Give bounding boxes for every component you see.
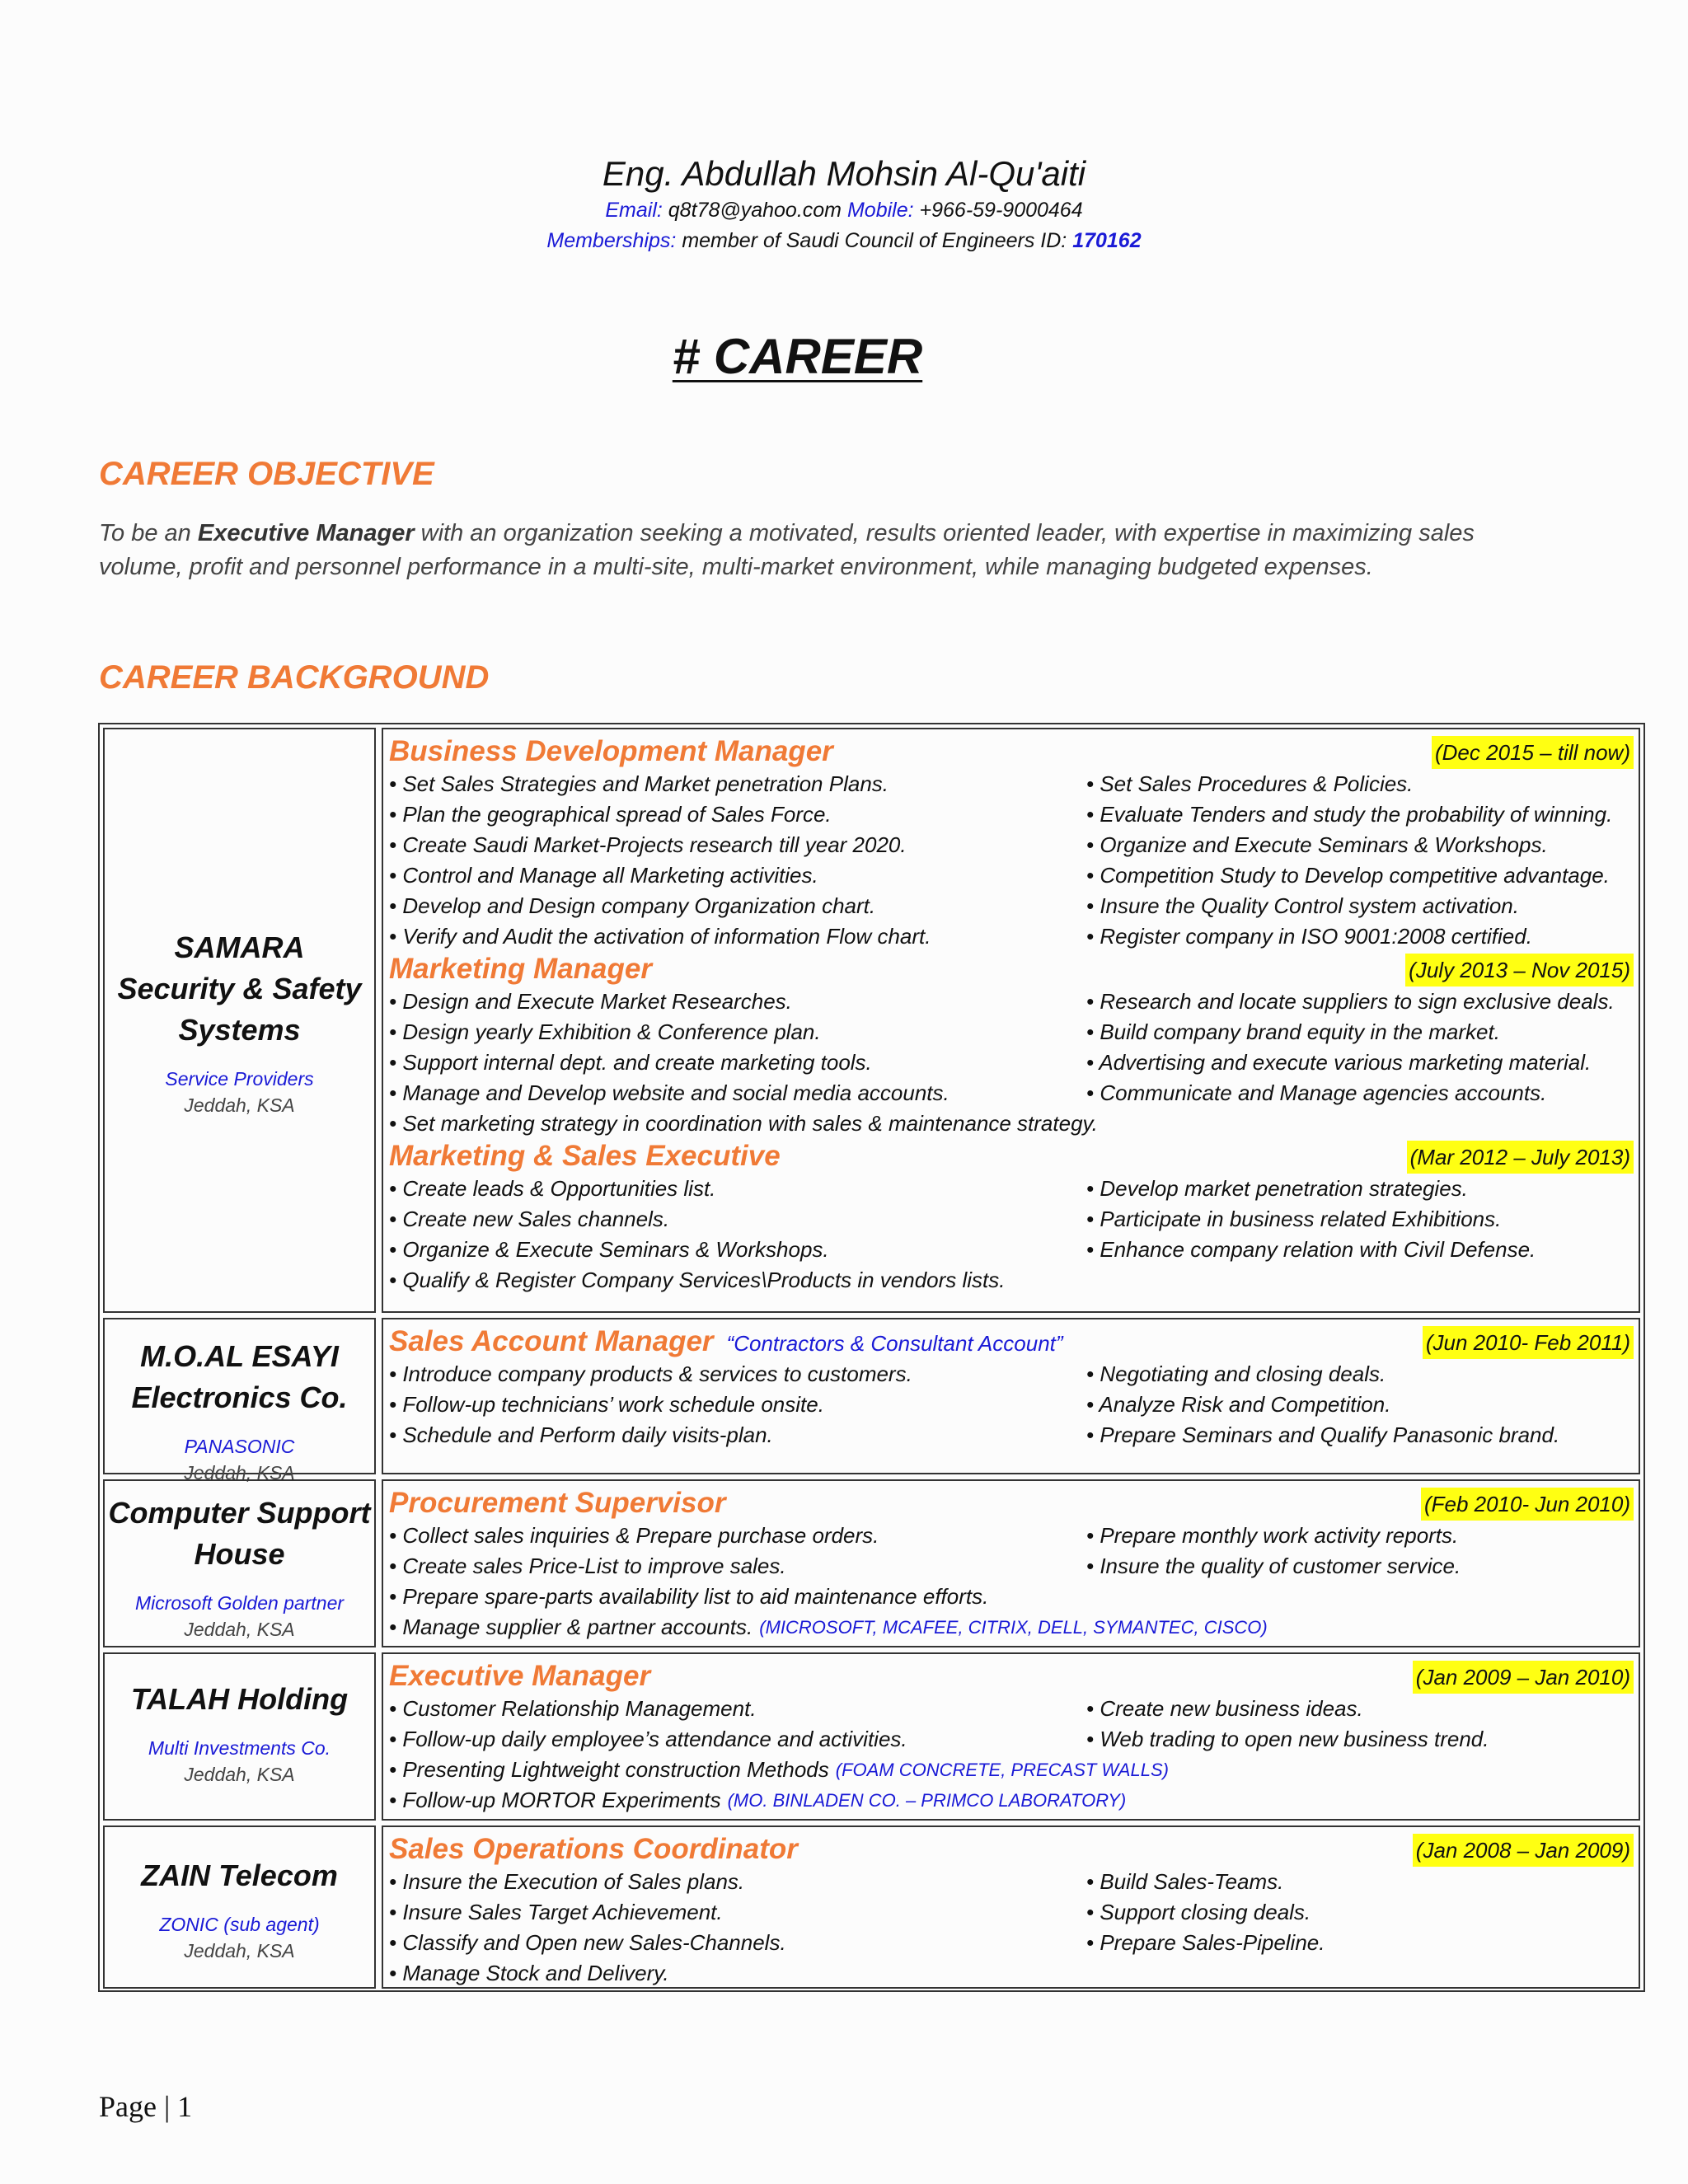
bullet-row <box>389 1359 1634 1390</box>
bullet-left: • Schedule and Perform daily visits-plan. <box>389 1422 773 1447</box>
bullet-right: • Enhance company relation with Civil Defense. <box>1086 1237 1536 1262</box>
mobile-value: +966-59-9000464 <box>919 199 1083 222</box>
bullet-right: • Register company in ISO 9001:2008 certified. <box>1086 924 1532 949</box>
company-row <box>100 1318 1643 1483</box>
bullet-row <box>389 921 1634 952</box>
bullet-row <box>389 1017 1634 1047</box>
bullet-row <box>389 1078 1634 1108</box>
role-dates: (Mar 2012 – July 2013) <box>1407 1141 1634 1174</box>
memberships-line <box>0 226 1688 256</box>
role-header <box>389 734 1634 769</box>
member-id: 170162 <box>1072 229 1142 252</box>
bullet-left: • Create Saudi Market-Projects research till year 2020. <box>389 832 907 857</box>
role-header <box>389 952 1634 987</box>
company-type: PANASONIC <box>184 1436 295 1457</box>
bullet-left: • Develop and Design company Organization chart. <box>389 893 876 918</box>
bullet-left: • Control and Manage all Marketing activities. <box>389 863 818 888</box>
bullet-row <box>389 860 1634 891</box>
bullet-right: • Prepare Seminars and Qualify Panasonic brand. <box>1086 1422 1560 1447</box>
company-cell <box>103 1652 376 1821</box>
company-name-line: TALAH Holding <box>130 1682 349 1716</box>
memberships-label: Memberships: <box>546 229 677 252</box>
bullet-left: • Design yearly Exhibition & Conference plan. <box>389 1019 821 1044</box>
bullet-row <box>389 1204 1634 1235</box>
email-label: Email: <box>605 199 663 222</box>
email-value: q8t78@yahoo.com <box>668 199 842 222</box>
bullet-row <box>389 1897 1634 1928</box>
bullet-left: • Insure the Execution of Sales plans. <box>389 1869 745 1894</box>
roles-cell <box>382 1318 1640 1474</box>
bullet-right: • Insure the Quality Control system activation. <box>1086 893 1519 918</box>
bullet-right: • Develop market penetration strategies. <box>1086 1176 1468 1201</box>
company-name-line: Systems <box>178 1013 301 1047</box>
role-dates: (Feb 2010- Jun 2010) <box>1421 1488 1634 1521</box>
resume-header <box>0 152 1688 256</box>
bullet-right: • Prepare monthly work activity reports. <box>1086 1523 1459 1548</box>
bullet-left: • Follow-up technicians’ work schedule onsite. <box>389 1392 824 1417</box>
bullet-note: (MICROSOFT, MCAFEE, CITRIX, DELL, SYMANTEC, CISCO) <box>759 1617 1268 1638</box>
bullet-left: • Support internal dept. and create marketing tools. <box>389 1050 872 1075</box>
bullet-left: • Introduce company products & services to customers. <box>389 1361 912 1386</box>
bullet-left: • Set marketing strategy in coordination with sales & maintenance strategy. <box>389 1111 1098 1136</box>
bullet-row <box>389 1755 1634 1785</box>
bullet-row <box>389 1235 1634 1265</box>
company-cell <box>103 728 376 1313</box>
roles-cell <box>382 728 1640 1313</box>
company-row <box>100 728 1643 1313</box>
bullet-right: • Organize and Execute Seminars & Workshops. <box>1086 832 1548 857</box>
company-name-line: Security & Safety <box>117 972 362 1005</box>
company-name-line: Computer Support <box>108 1496 371 1530</box>
role-dates: (July 2013 – Nov 2015) <box>1405 954 1634 987</box>
bullet-left: • Follow-up daily employee’s attendance and activities. <box>389 1727 907 1751</box>
role-title: Procurement Supervisor <box>389 1487 726 1519</box>
page-title: # CAREER <box>672 329 923 384</box>
background-heading: CAREER BACKGROUND <box>99 659 490 696</box>
bullet-row <box>389 1420 1634 1451</box>
bullet-left: • Insure Sales Target Achievement. <box>389 1900 723 1924</box>
role-title: Sales Operations Coordinator <box>389 1833 798 1865</box>
bullet-right: • Build Sales-Teams. <box>1086 1869 1284 1894</box>
bullet-left: • Presenting Lightweight construction Methods <box>389 1757 829 1782</box>
bullet-right: • Analyze Risk and Competition. <box>1086 1392 1391 1417</box>
company-type: Multi Investments Co. <box>148 1737 331 1759</box>
bullet-right: • Set Sales Procedures & Policies. <box>1086 771 1414 796</box>
bullet-row <box>389 1174 1634 1204</box>
bullet-row <box>389 1612 1634 1643</box>
role-dates: (Jan 2009 – Jan 2010) <box>1413 1661 1634 1694</box>
career-table <box>98 723 1645 1992</box>
bullet-row <box>389 1108 1634 1139</box>
bullet-note: (FOAM CONCRETE, PRECAST WALLS) <box>835 1760 1169 1780</box>
bullet-right: • Build company brand equity in the market. <box>1086 1019 1500 1044</box>
bullet-left: • Plan the geographical spread of Sales Force. <box>389 802 832 827</box>
role-dates: (Jun 2010- Feb 2011) <box>1423 1326 1634 1359</box>
bullet-left: • Organize & Execute Seminars & Workshops. <box>389 1237 829 1262</box>
contact-line <box>0 195 1688 226</box>
roles-cell <box>382 1652 1640 1821</box>
role-header <box>389 1139 1634 1174</box>
bullet-row <box>389 1867 1634 1897</box>
bullet-left: • Verify and Audit the activation of information Flow chart. <box>389 924 931 949</box>
objective-bold: Executive Manager <box>197 520 415 546</box>
role-title: Marketing & Sales Executive <box>389 1140 781 1172</box>
bullet-right: • Create new business ideas. <box>1086 1696 1363 1721</box>
company-type: ZONIC (sub agent) <box>159 1914 320 1935</box>
company-location: Jeddah, KSA <box>184 1462 295 1483</box>
bullet-left: • Follow-up MORTOR Experiments <box>389 1788 721 1812</box>
bullet-left: • Create sales Price-List to improve sales. <box>389 1554 786 1578</box>
bullet-row <box>389 1521 1634 1551</box>
company-location: Jeddah, KSA <box>184 1619 295 1640</box>
company-location: Jeddah, KSA <box>184 1094 295 1116</box>
bullet-row <box>389 799 1634 830</box>
company-name-line: House <box>194 1537 285 1571</box>
company-cell <box>103 1479 376 1647</box>
bullet-left: • Collect sales inquiries & Prepare purchase orders. <box>389 1523 879 1548</box>
role-header <box>389 1659 1634 1694</box>
bullet-left: • Prepare spare-parts availability list to aid maintenance efforts. <box>389 1584 989 1609</box>
bullet-left: • Classify and Open new Sales-Channels. <box>389 1930 786 1955</box>
company-name-line: Electronics Co. <box>131 1380 348 1414</box>
objective-heading: CAREER OBJECTIVE <box>99 456 434 492</box>
bullet-right: • Research and locate suppliers to sign exclusive deals. <box>1086 989 1615 1014</box>
bullet-right: • Evaluate Tenders and study the probability of winning. <box>1086 802 1613 827</box>
bullet-right: • Insure the quality of customer service. <box>1086 1554 1461 1578</box>
bullet-note: (MO. BINLADEN CO. – PRIMCO LABORATORY) <box>727 1790 1127 1811</box>
bullet-row <box>389 1265 1634 1296</box>
bullet-left: • Set Sales Strategies and Market penetration Plans. <box>389 771 889 796</box>
role-title: Marketing Manager <box>389 953 652 985</box>
role-dates: (Jan 2008 – Jan 2009) <box>1413 1834 1634 1867</box>
company-type: Service Providers <box>165 1068 314 1090</box>
bullet-left: • Design and Execute Market Researches. <box>389 989 792 1014</box>
role-header <box>389 1486 1634 1521</box>
company-row <box>100 1652 1643 1821</box>
bullet-row <box>389 1694 1634 1724</box>
bullet-row <box>389 1958 1634 1989</box>
bullet-left: • Manage Stock and Delivery. <box>389 1961 669 1985</box>
role-title: Business Development Manager <box>389 735 833 767</box>
role-dates: (Dec 2015 – till now) <box>1432 736 1634 769</box>
company-name-line: SAMARA <box>174 930 305 964</box>
bullet-row <box>389 1785 1634 1816</box>
company-cell <box>103 1318 376 1483</box>
bullet-left: • Create new Sales channels. <box>389 1207 670 1231</box>
company-location: Jeddah, KSA <box>184 1940 295 1961</box>
bullet-row <box>389 1582 1634 1612</box>
company-name-line: ZAIN Telecom <box>141 1858 338 1892</box>
company-location: Jeddah, KSA <box>184 1764 295 1785</box>
bullet-right: • Competition Study to Develop competitive advantage. <box>1086 863 1610 888</box>
bullet-row <box>389 1724 1634 1755</box>
role-title: Sales Account Manager <box>389 1325 714 1357</box>
bullet-row <box>389 1551 1634 1582</box>
bullet-left: • Qualify & Register Company Services\Products in vendors lists. <box>389 1268 1006 1292</box>
roles-cell <box>382 1479 1640 1647</box>
bullet-left: • Customer Relationship Management. <box>389 1696 757 1721</box>
bullet-right: • Advertising and execute various marketing material. <box>1086 1050 1592 1075</box>
role-subtitle: “Contractors & Consultant Account” <box>726 1331 1063 1356</box>
company-type: Microsoft Golden partner <box>134 1592 345 1614</box>
bullet-right: • Negotiating and closing deals. <box>1086 1361 1386 1386</box>
objective-pre: To be an <box>99 520 198 546</box>
company-row <box>100 1479 1643 1647</box>
mobile-label: Mobile: <box>846 199 914 222</box>
roles-cell <box>382 1825 1640 1989</box>
bullet-left: • Create leads & Opportunities list. <box>389 1176 716 1201</box>
company-name-line: M.O.AL ESAYI <box>140 1339 339 1373</box>
role-title: Executive Manager <box>389 1660 651 1692</box>
bullet-row <box>389 1928 1634 1958</box>
page-number: Page | 1 <box>99 2090 193 2123</box>
company-row <box>100 1825 1643 1989</box>
role-header <box>389 1832 1634 1867</box>
bullet-right: • Participate in business related Exhibitions. <box>1086 1207 1502 1231</box>
role-header <box>389 1324 1634 1359</box>
bullet-row <box>389 1047 1634 1078</box>
objective-post: with an organization seeking a motivated, results oriented leader, with expertise in maximizing sales volume, profit and personnel performance in a multi-site, multi-market environment, while managing budgeted expenses. <box>99 520 1475 580</box>
company-cell <box>103 1825 376 1989</box>
bullet-row <box>389 769 1634 799</box>
bullet-right: • Support closing deals. <box>1086 1900 1311 1924</box>
person-name: Eng. Abdullah Mohsin Al-Qu'aiti <box>602 154 1086 193</box>
memberships-value: member of Saudi Council of Engineers ID: <box>682 229 1067 252</box>
bullet-row <box>389 1390 1634 1420</box>
bullet-left: • Manage supplier & partner accounts. <box>389 1615 753 1639</box>
bullet-row <box>389 987 1634 1017</box>
bullet-right: • Communicate and Manage agencies accounts. <box>1086 1080 1547 1105</box>
objective-text <box>99 517 1500 584</box>
bullet-right: • Web trading to open new business trend. <box>1086 1727 1489 1751</box>
bullet-right: • Prepare Sales-Pipeline. <box>1086 1930 1325 1955</box>
bullet-row <box>389 891 1634 921</box>
bullet-row <box>389 830 1634 860</box>
bullet-left: • Manage and Develop website and social media accounts. <box>389 1080 950 1105</box>
